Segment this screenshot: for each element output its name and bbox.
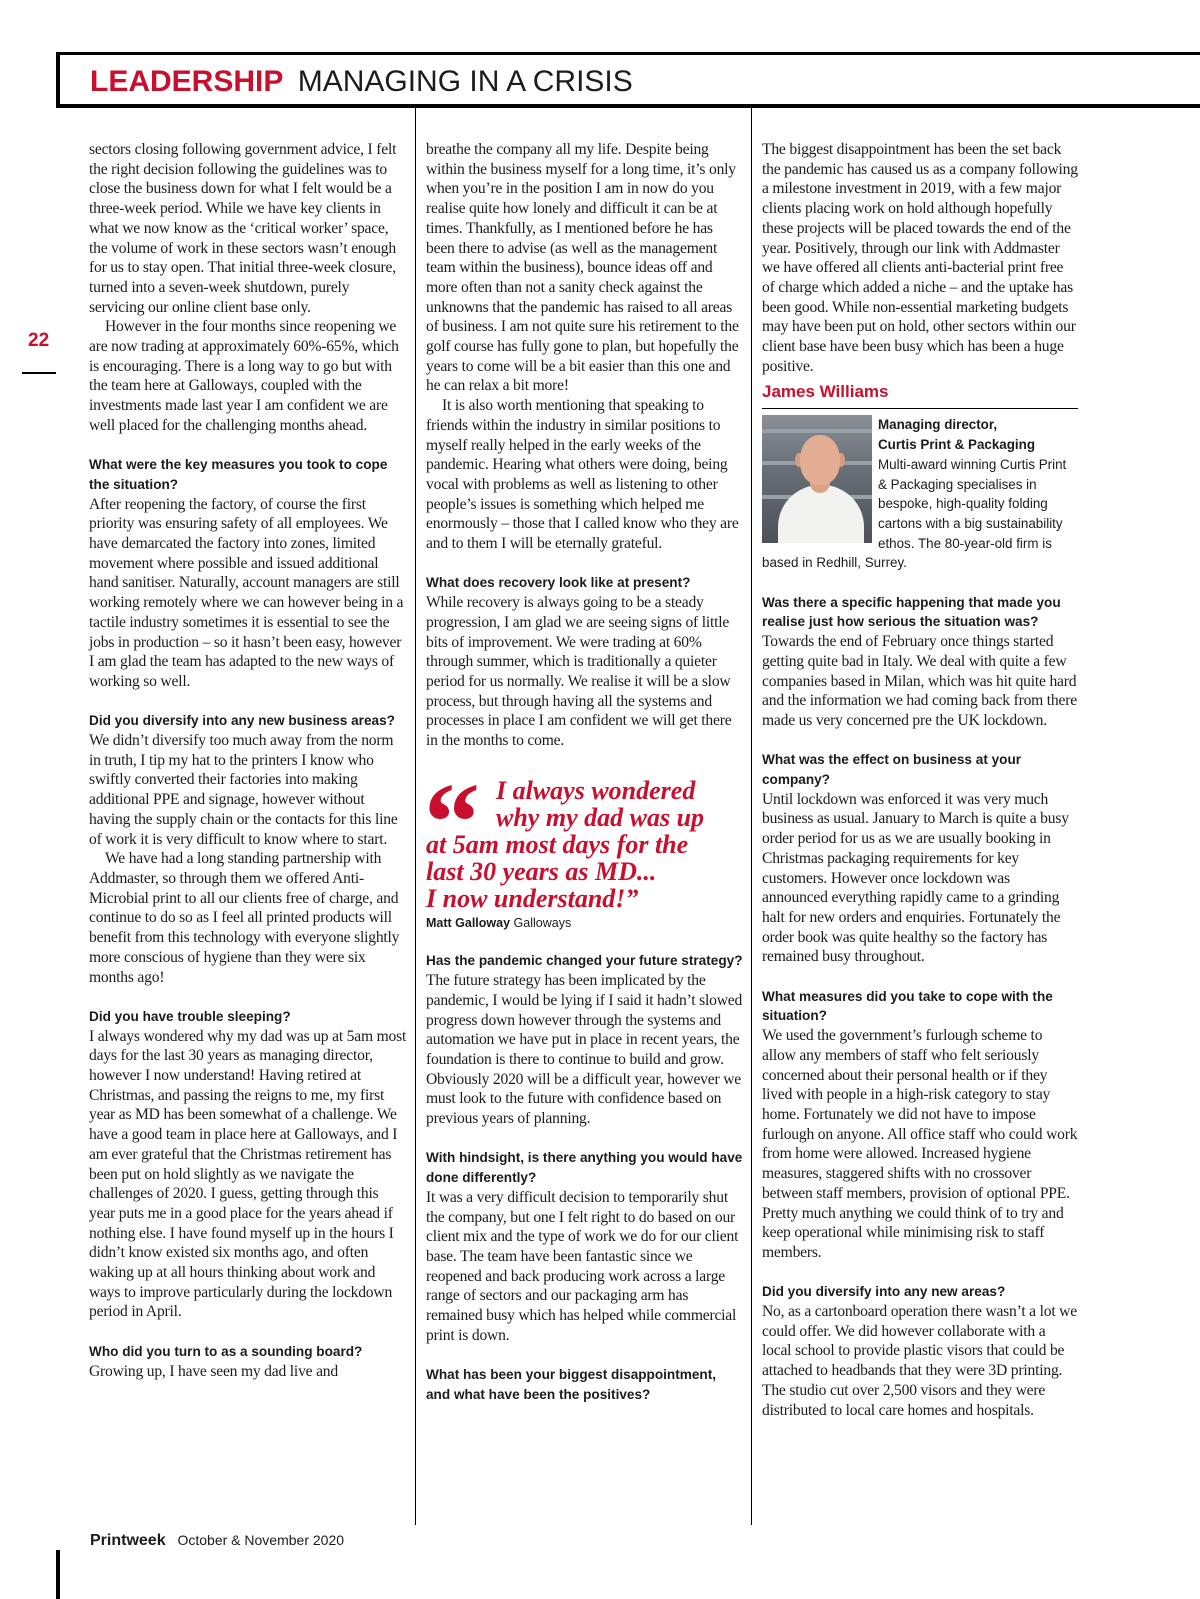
paragraph: However in the four months since reopening we are now trading at approximately 60%-65%, which is encouraging. There is a long way to go but with the team here at Galloways, coupled with the investments made last year I am confident we are well placed for the challenging months ahead. [89,318,399,434]
question-heading: What was the effect on business at your company? [762,752,1022,788]
profile-name: James Williams [762,382,1078,409]
article-column-3 [762,140,1078,1420]
answer-paragraph: It was a very difficult decision to temporarily shut the company, but one I felt right to do based on our client mix and the type of work we do for our client base. The team have been fantastic since we reopened and back producing work across a large range of sectors and our packaging arm has remained busy which has helped while commercial print is down. [426,1188,739,1344]
answer-paragraph: While recovery is always going to be a steady progression, I am glad we are seeing signs of little bits of improvement. We were trading at 60% through summer, which is traditionally a quieter period for us normally. We realise it will be a slow process, but through having all the systems and processes in place I am confident we will get there in the months to come. [426,594,732,750]
answer-paragraph: We have had a long standing partnership with Addmaster, so through them we offered Anti-Microbial print to all our clients free of charge, and continue to do so as I feel all printed products will benefit from this technology with everyone slightly more conscious of hygiene than they were six months ago! [89,850,400,986]
answer-paragraph: I always wondered why my dad was up at 5am most days for the last 30 years as managing director, however I now understand! Having retired at Christmas, and passing the reigns to me, my first year as MD has been somewhat of a challenge. We have a good team in place here at Galloways, and I am ever grateful that the Christmas retirement has been put on hold slightly as we navigate the challenges of 2020. I guess, getting through this year puts me in a good place for the years ahead if nothing else. I have found myself up in the hours I didn’t know existed six months ago, and often waking up at all hours thinking about work and ways to improve particularly during the lockdown period in April. [89,1027,407,1321]
answer-paragraph: After reopening the factory, of course the first priority was ensuring safety of all employees. We have demarcated the factory into zones, limited movement where possible and issued additional hand sanitiser. Naturally, account managers are still working remotely where we can however being in a tactile industry sometimes it is essential to see the jobs in production – so it hasn’t been easy, however I am glad the team has adapted to the new ways of working so well. [89,495,404,690]
question-heading: Did you have trouble sleeping? [89,1008,291,1024]
page-number-rule [22,372,56,374]
profile-photo [762,415,872,543]
profile-role: Managing director, [878,417,998,433]
question-heading: With hindsight, is there anything you would have done differently? [426,1150,743,1186]
attribution-company: Galloways [513,915,572,930]
paragraph: It is also worth mentioning that speaking to friends within the industry in similar positions to myself really helped in the early weeks of the pandemic. Hearing what others were doing, being vocal with problems as well as listening to other people’s issues is something which helped me enormously – those that I called know who they are and to them I will be eternally grateful. [426,397,739,553]
pull-quote-line: at 5am most days for the [426,829,689,859]
pull-quote [424,760,743,932]
header-rule-bottom [56,104,1200,108]
profile-box [762,415,1078,573]
pull-quote-attribution [426,914,743,932]
column-divider-2 [751,108,752,1525]
answer-paragraph: We used the government’s furlough scheme to allow any members of staff who felt seriously concerned about their personal health or if they lived with people in a high-risk category to stay home. Fortunately we did not have to impose furlough on anyone. All office staff who could work from home were allowed. Increased hygiene measures, staggered shifts with no crossover between staff members, provision of optional PPE. Pretty much anything we could think of to try and keep operational while minimising risk to staff members. [762,1027,1078,1261]
article-column-2 [426,140,743,1405]
pull-quote-line: I now understand!” [426,883,639,913]
question-heading: Has the pandemic changed your future strategy? [426,953,743,969]
page-header [90,64,633,100]
paragraph: sectors closing following government advice, I felt the right decision following the guidelines was to close the business down for what I felt would be a three-week period. While we have key clients in what we now know as the ‘critical worker’ space, the volume of work in these sectors wasn’t enough for us to stay open. That initial three-week closure, turned into a seven-week shutdown, purely servicing our online client base only. [89,141,397,316]
answer-paragraph: The future strategy has been implicated by the pandemic, I would be lying if I said it hadn’t slowed progress down however through the systems and automation we have put in place in recent years, the foundation is there to continue to build and grow. Obviously 2020 will be a difficult year, however we must look to the future with confidence based on previous years of planning. [426,972,743,1128]
header-rule-top [56,52,1200,55]
header-rule-left [56,52,60,108]
section-label: LEADERSHIP [90,65,284,98]
pull-quote-line: I always wondered [496,775,696,805]
question-heading: What were the key measures you took to cope the situation? [89,457,388,492]
answer-paragraph: No, as a cartonboard operation there wasn’t a lot we could offer. We did however collaborate with a local school to provide plastic visors that could be attached to headbands that they were 3D printing. The studio cut over 2,500 visors and they were distributed to local care homes and hospitals. [762,1303,1077,1419]
attribution-name: Matt Galloway [426,915,511,930]
page-footer [90,1531,344,1550]
quote-mark-icon: “ [424,760,480,885]
question-heading: What measures did you take to cope with the situation? [762,988,1053,1024]
question-heading: Did you diversify into any new areas? [762,1284,1006,1300]
topic-label: MANAGING IN A CRISIS [297,65,633,98]
footer-rule [56,1550,60,1599]
answer-paragraph: Growing up, I have seen my dad live and [89,1362,338,1380]
pull-quote-line: why my dad was up [496,802,705,832]
question-heading: What does recovery look like at present? [426,575,691,591]
question-heading: What has been your biggest disappointment, and what have been the positives? [426,1367,717,1402]
issue-date: October & November 2020 [177,1532,345,1548]
answer-paragraph: Until lockdown was enforced it was very much business as usual. January to March is quite a busy order period for us as we are usually booking in Christmas packaging requirements for key customers. However once lockdown was announced everything rapidly came to a grinding halt for new orders and enquiries. Fortunately the order book was quite healthy so the factory has remained busy throughout. [762,790,1069,966]
paragraph: The biggest disappointment has been the set back the pandemic has caused us as a company following a milestone investment in 2019, with a few major clients placing work on hold although hopefully these projects will be placed towards the end of the year. Positively, through our link with Addmaster we have offered all clients anti-bacterial print free of charge which added a niche – and the uptake has been good. While non-essential marketing budgets may have been put on hold, other sectors within our client base have been busy which has been a huge positive. [762,141,1078,375]
paragraph: breathe the company all my life. Despite being within the business myself for a long time, it’s only when you’re in the position I am in now do you realise quite how lonely and difficult it can be at times. Thankfully, as I mentioned before he has been there to advise (as well as the management team within the business), bounce ideas off and more often than not a sanity check against the unknowns that the pandemic has raised to all areas of business. I am not quite sure his retirement to the golf course has fully gone to plan, but hopefully the years to come will be a bit easier than this one and he can relax a bit more! [426,141,739,395]
page-number: 22 [28,330,50,351]
pull-quote-line: last 30 years as MD... [426,856,657,886]
answer-paragraph: We didn’t diversify too much away from the norm in truth, I tip my hat to the printers I know who swiftly converted their factories into making additional PPE and signage, however without having the supply chain or the contacts for this line of work it is very difficult to know where to start. [89,732,398,848]
question-heading: Was there a specific happening that made you realise just how serious the situation was? [762,594,1061,630]
question-heading: Did you diversify into any new business areas? [89,713,395,729]
profile-company: Curtis Print & Packaging [878,437,1035,453]
question-heading: Who did you turn to as a sounding board? [89,1343,363,1359]
answer-paragraph: Towards the end of February once things started getting quite bad in Italy. We deal with quite a few companies based in Milan, which was hit quite hard and the information we had coming back from there made us very concerned pre the UK lockdown. [762,633,1077,729]
publication-name: Printweek [90,1532,166,1549]
column-divider-1 [415,108,416,1525]
article-column-1 [89,140,407,1381]
profile-bio: Multi-award winning Curtis Print & Packaging specialises in bespoke, high-quality folding cartons with a big sustainability ethos. The 80-year-old firm is based in Redhill, Surrey. [762,456,1067,571]
